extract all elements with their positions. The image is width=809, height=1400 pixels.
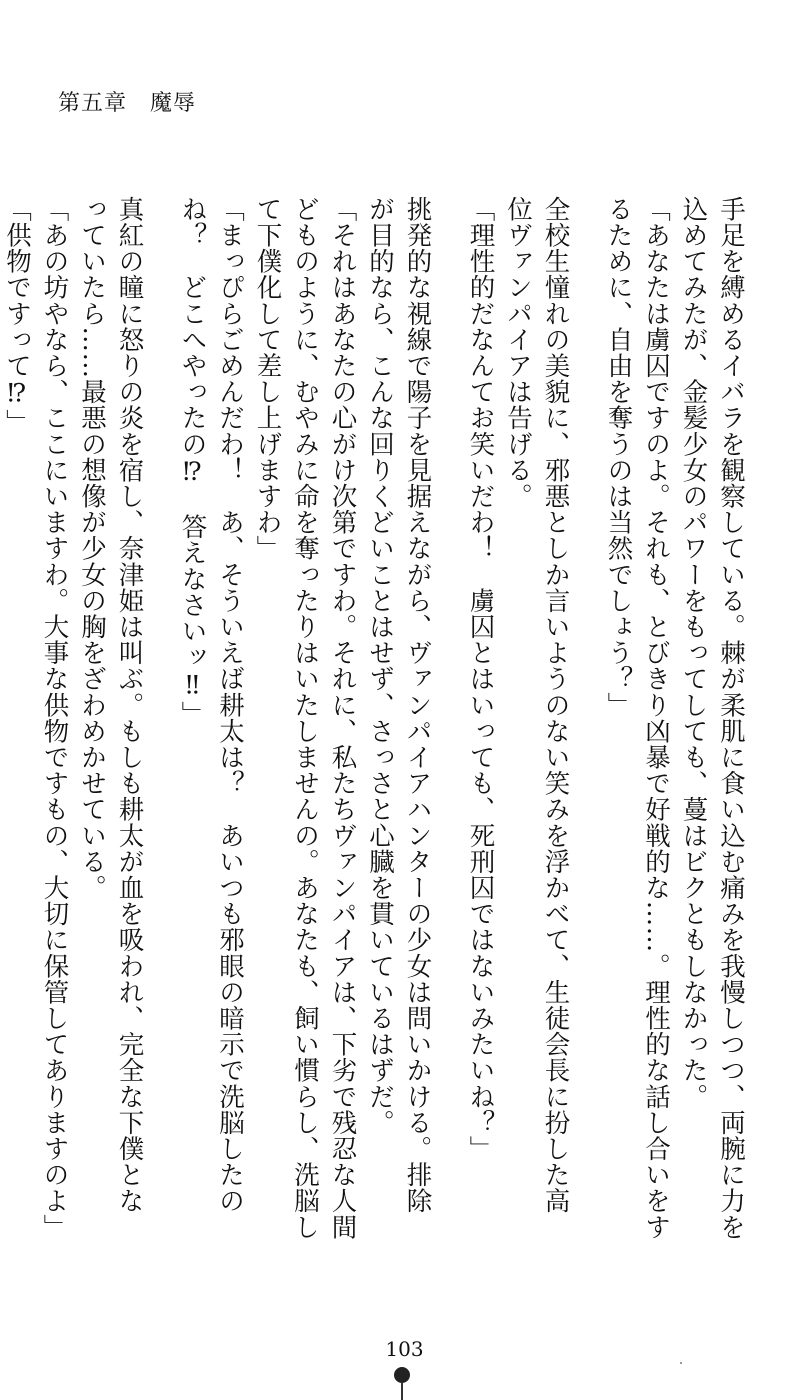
text-line: 「あなたは虜囚ですのよ。それも、とびきり凶暴で好戦的な……。理性的な話し合いをす	[641, 196, 671, 1240]
text-line: 位ヴァンパイアは告げる。	[503, 196, 533, 510]
text-line: 込めてみたが、金髪少女のパワーをもってしても、蔓はビクともしなかった。	[678, 196, 709, 1110]
text-line: 「あの坊やなら、ここにいますわ。大事な供物ですもの、大切に保管してありますのよ」	[39, 196, 70, 1240]
page-stem-line	[401, 1382, 403, 1400]
text-line: っていたら……最悪の想像が少女の胸をざわめかせている。	[77, 196, 107, 901]
text-line: 挑発的な視線で陽子を見据えながら、ヴァンパイアハンターの少女は問いかける。排除	[402, 196, 433, 1214]
text-line: 「理性的だなんてお笑いだわ！ 虜囚とはいっても、死刑囚ではないみたいね？」	[465, 196, 496, 1162]
page-bullet-icon	[394, 1367, 410, 1383]
print-mark	[680, 1362, 682, 1364]
text-line: どものように、むやみに命を奪ったりはいたしませんの。あなたも、飼い慣らし、洗脳し	[290, 196, 320, 1240]
text-line: 「供物ですって⁉」	[2, 196, 32, 436]
text-line: 「それはあなたの心がけ次第ですわ。それに、私たちヴァンパイアは、下劣で残忍な人間	[327, 196, 358, 1240]
chapter-heading: 第五章 魔辱	[58, 91, 197, 116]
text-line: て下僕化して差し上げますわ」	[252, 196, 283, 562]
text-line: るために、自由を奪うのは当然でしょう？」	[603, 196, 634, 718]
text-line: ね？ どこへやったの⁉ 答えなさいッ‼」	[177, 196, 208, 727]
text-line: 「まっぴらごめんだわ！ あ、そういえば耕太は？ あいつも邪眼の暗示で洗脳したの	[215, 196, 245, 1214]
vertical-body-text	[0, 196, 749, 1326]
page-number: 103	[385, 1337, 424, 1361]
text-line: 全校生憧れの美貌に、邪悪としか言いようのない笑みを浮かべて、生徒会長に扮した高	[540, 196, 571, 1214]
text-line: 手足を縛めるイバラを観察している。棘が柔肌に食い込む痛みを我慢しつつ、両腕に力を	[716, 196, 746, 1240]
text-line: が目的なら、こんな回りくどいことはせず、さっさと心臓を貫いているはずだ。	[365, 196, 395, 1136]
text-line: 真紅の瞳に怒りの炎を宿し、奈津姫は叫ぶ。もしも耕太が血を吸われ、完全な下僕とな	[114, 196, 145, 1214]
